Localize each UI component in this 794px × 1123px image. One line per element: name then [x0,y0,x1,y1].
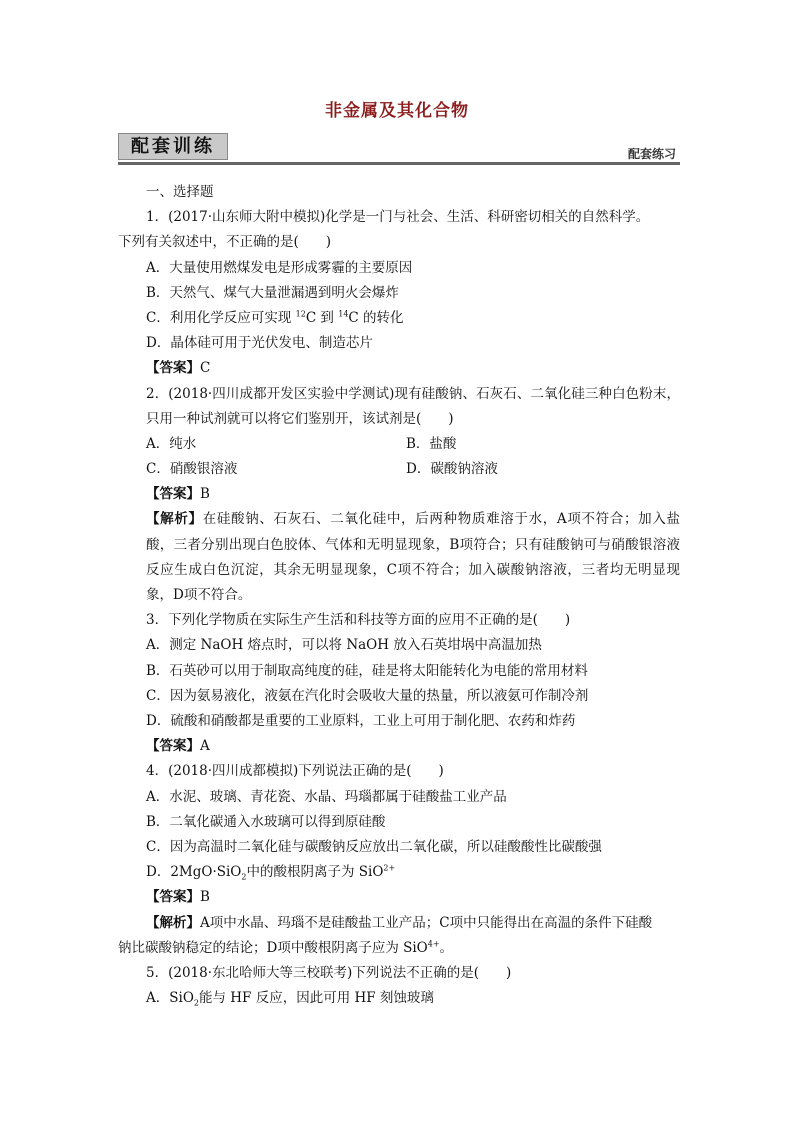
q2-option-b: B．盐酸 [406,435,457,452]
q4-option-b: B．二氧化碳通入水玻璃可以得到原硅酸 [146,813,386,830]
q2-options-row1 [118,432,680,457]
q5-stem: 5．(2018·东北哈师大等三校联考)下列说法不正确的是( ) [146,964,512,981]
q1-answer: 【 答案 】 C [118,356,680,381]
document-body [118,180,680,1011]
q2-answer: 【 答案 】 B [118,482,680,507]
page-title: 非金属及其化合物 [325,101,469,121]
banner-divider [118,162,680,165]
answer-tag: 【 答案 】 [146,486,200,502]
analysis-tag: 【 解析 】 [146,915,200,931]
q5-option-a: A．SiO$_2$能与 HF 反应，因此可用 HF 刻蚀玻璃 [146,990,434,1008]
section-banner [118,133,680,167]
answer-tag: 【 答案 】 [146,738,200,754]
q3-option-d: D．硫酸和硝酸都是重要的工业原料，工业上可用于制化肥、农药和炸药 [146,713,576,730]
section-heading: 一、选择题 [146,184,214,200]
q1-option-a: A．大量使用燃煤发电是形成雾霾的主要原因 [146,259,413,276]
q3-option-b: B．石英砂可以用于制取高纯度的硅，硅是将太阳能转化为电能的常用材料 [146,662,588,679]
answer-tag: 【 答案 】 [146,360,200,376]
q2-options-row2 [118,457,680,482]
banner-right-label: 配套练习 [627,147,676,161]
q4-option-a: A．水泥、玻璃、青花瓷、水晶、玛瑙都属于硅酸盐工业产品 [146,788,507,805]
analysis-tag: 【 解析 】 [146,511,203,527]
q1-option-c: C．利用化学反应可实现 $^{12}$C 到 $^{14}$C 的转化 [146,309,404,326]
q4-answer: 【 答案 】 B [118,885,680,910]
q2-option-d: D．碳酸钠溶液 [406,461,498,478]
q3-stem: 3．下列化学物质在实际生产生活和科技等方面的应用不正确的是( ) [146,612,571,629]
q1-stem-line1: 1．(2017·山东师大附中模拟)化学是一门与社会、生活、科研密切相关的自然科学。 [146,209,650,226]
answer-tag: 【 答案 】 [146,889,200,905]
q4-analysis-line2: 钠比碳酸钠稳定的结论；D项中酸根阴离子应为 SiO$^{4+}$。 [118,939,454,956]
q1-stem-line2: 下列有关叙述中，不正确的是( ) [118,234,332,251]
q4-option-c: C．因为高温时二氧化硅与碳酸钠反应放出二氧化碳，所以硅酸酸性比碳酸强 [146,838,602,855]
q3-option-a: A．测定 NaOH 熔点时，可以将 NaOH 放入石英坩埚中高温加热 [146,637,542,654]
q2-option-a: A．纯水 [146,435,197,452]
q4-stem: 4．(2018·四川成都模拟)下列说法正确的是( ) [146,763,444,780]
q4-analysis-line1: 【 解析 】 A项中水晶、玛瑙不是硅酸盐工业产品；C项中只能得出在高温的条件下硅酸 [118,911,680,936]
q1-option-b: B．天然气、煤气大量泄漏遇到明火会爆炸 [146,284,399,301]
q2-analysis: 【 解析 】 在硅酸钠、石灰石、二氧化硅中，后两种物质难溶于水，A项不符合；加入盐酸，三者分别出现白色胶体、气体和无明显现象，B项符合；只有硅酸钠可与硝酸银溶液反应生成白色沉淀，其余无明显现象，C项不符合；加入碳酸钠溶液，三者均无明显现象，D项不符合。 [118,507,680,608]
q2-option-c: C．硝酸银溶液 [146,461,238,478]
q3-option-c: C．因为氨易液化，液氨在汽化时会吸收大量的热量，所以液氨可作制冷剂 [146,687,589,704]
q4-option-d: D．2MgO·SiO$_2$中的酸根阴离子为 SiO$^{2+}$ [146,863,396,882]
banner-label: 配套训练 [118,133,228,160]
q1-option-d: D．晶体硅可用于光伏发电、制造芯片 [146,335,373,352]
q3-answer: 【 答案 】 A [118,734,680,759]
q2-stem: 2．(2018·四川成都开发区实验中学测试)现有硅酸钠、石灰石、二氧化硅三种白色粉末，只用一种试剂就可以将它们鉴别开，该试剂是( ) [146,385,680,427]
